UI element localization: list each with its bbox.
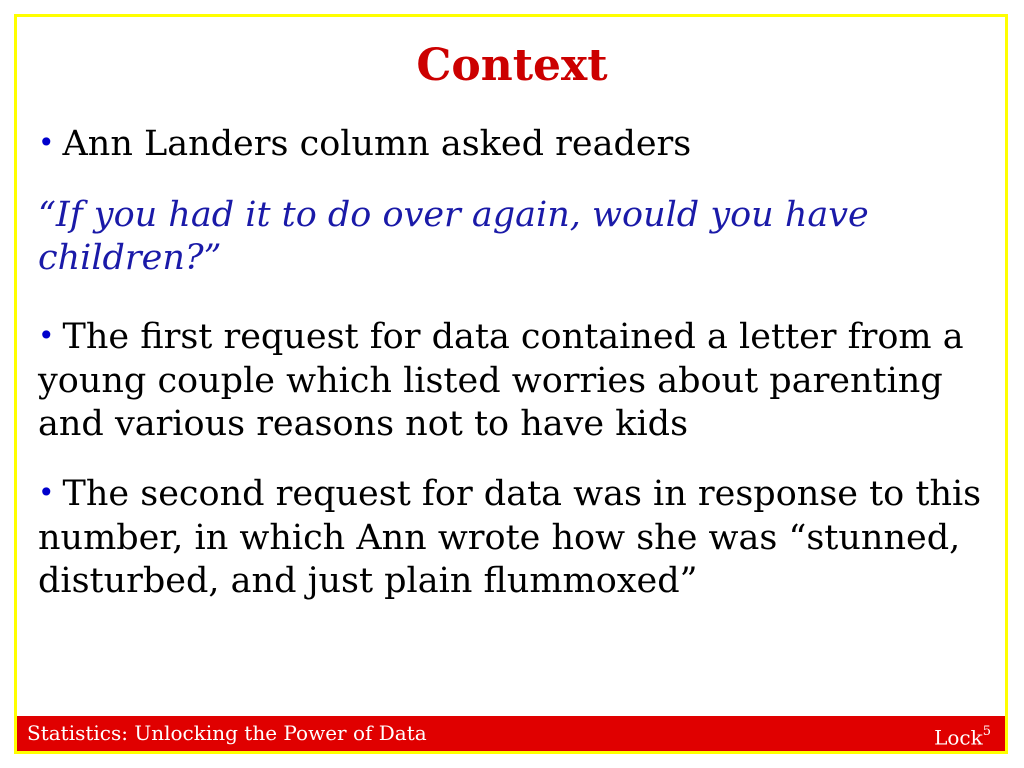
bullet-item-2 bbox=[38, 316, 988, 446]
bullet-icon: • bbox=[38, 319, 55, 352]
bullet-text: The first request for data contained a letter from a young couple which listed worries about parenting and various reasons not to have kids bbox=[38, 317, 964, 444]
bullet-item-1 bbox=[38, 123, 988, 167]
footer-bar bbox=[17, 716, 1005, 751]
quote-text: “If you had it to do over again, would you have children?” bbox=[38, 195, 869, 278]
bullet-text: Ann Landers column asked readers bbox=[62, 124, 692, 164]
bullet-icon: • bbox=[38, 476, 55, 509]
footer-author-sup: 5 bbox=[982, 724, 991, 739]
slide-title: Context bbox=[416, 40, 608, 91]
bullet-icon: • bbox=[38, 126, 55, 159]
footer-author-name: Lock bbox=[934, 725, 983, 750]
bullet-text: The second request for data was in response to this number, in which Ann wrote how she was “stunned, disturbed, and just plain flummoxed” bbox=[38, 474, 982, 601]
bullet-item-3 bbox=[38, 473, 988, 603]
footer-title: Statistics: Unlocking the Power of Data bbox=[27, 721, 427, 745]
footer-author bbox=[934, 716, 991, 756]
